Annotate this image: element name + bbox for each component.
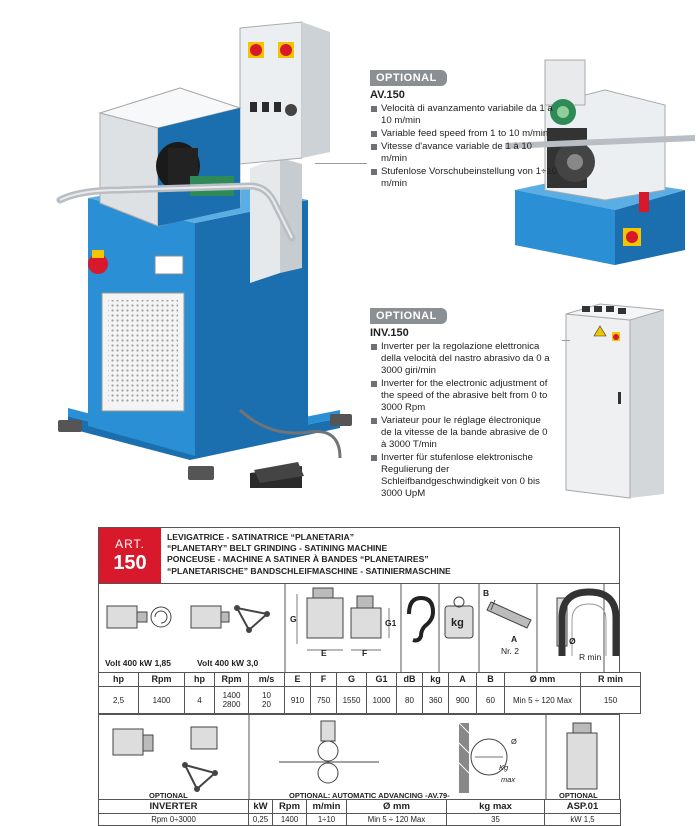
table-cell: 910 [285,687,311,714]
article-badge [99,528,161,583]
table-cell: 4 [185,687,215,714]
motor2-rating: Volt 400 kW 3,0 [197,658,259,668]
optional-icons [99,715,619,800]
column-header: G [337,673,367,687]
table-cell: Rpm 0÷3000 [99,814,249,826]
diameter-label: Ø [569,636,576,646]
table-cell: 1400 2800 [215,687,249,714]
optional-illustration-row [98,714,620,799]
belt-count: Nr. 2 [501,646,519,656]
table-cell: 80 [397,687,423,714]
column-header: kg [423,673,449,687]
column-header: Rpm [215,673,249,687]
list-item: Vitesse d'avance variable de 1 à 10 m/min [370,141,560,165]
table-cell: 1÷10 [307,814,347,826]
inverter-cabinet-illustration [560,300,670,500]
radius-label: R min [579,652,602,662]
article-number: 150 [113,551,147,574]
column-header: Ø mm [505,673,581,687]
optional-caption-advancing: OPTIONAL: AUTOMATIC ADVANCING -AV.79- [289,791,450,800]
optional-tag: OPTIONAL [370,308,447,324]
spec-values-table [98,672,641,714]
dimension-icon [297,588,389,650]
article-label: ART. [115,536,145,551]
column-header: hp [185,673,215,687]
column-header: Rpm [273,800,307,814]
list-item: Velocità di avanzamento variabile da 1 a 10 m/min [370,103,560,127]
title-it: LEVIGATRICE - SATINATRICE “PLANETARIA” [167,532,354,542]
advancing-dia-label: Ø [511,737,517,746]
inv150-leader-line [562,340,570,341]
table-cell: Min 5 ÷ 120 Max [505,687,581,714]
option-code: INV.150 [370,327,409,339]
column-header: G1 [367,673,397,687]
dim-label-g1: G1 [385,618,397,628]
list-item: Inverter per la regolazione elettronica della velocità del nastro abrasivo da 0 a 3000 giri/min [370,341,550,377]
optional-av150-block [370,68,560,191]
column-header: ASP.01 [545,800,621,814]
title-fr: PONCEUSE - MACHINE A SATINER À BANDES “PLANETAIRES” [167,554,429,565]
column-header: Ø mm [347,800,447,814]
column-header: A [449,673,477,687]
advancing-max-label: max [501,775,516,784]
list-item: Inverter for the electronic adjustment of the speed of the abrasive belt from 0 to 3000 Rpm [370,378,550,414]
table-cell: 750 [311,687,337,714]
column-header: hp [99,673,139,687]
title-de: “PLANETARISCHE” BANDSCHLEIFMASCHINE - SATINIERMASCHINE [167,565,451,576]
column-header: Rpm [139,673,185,687]
option-code: AV.150 [370,89,405,101]
list-item: Variateur pour le réglage électronique de la vitesse de la bande abrasive de 0 à 3000 T/min [370,415,550,451]
dim-label-e: E [321,648,327,658]
table-cell: 2,5 [99,687,139,714]
list-item: Inverter für stufenlose elektronische Regulierung der Schleifbandgeschwindigkeit von 0 bis 3000 UpM [370,452,550,500]
option-description-list [370,341,550,500]
motor-belt-icon [191,605,270,633]
optional-caption-aspirator: OPTIONAL [559,791,598,800]
table-cell: 1550 [337,687,367,714]
column-header: dB [397,673,423,687]
belt-label-a: A [511,634,518,644]
table-cell: 360 [423,687,449,714]
optional-caption-inverter: OPTIONAL [149,791,188,800]
table-cell: 0,25 [249,814,273,826]
belt-label-b: B [483,588,490,598]
spec-icons [99,584,619,672]
optional-values-table [98,799,621,826]
title-en: “PLANETARY” BELT GRINDING - SATINING MACHINE [167,543,388,554]
table-cell: 35 [447,814,545,826]
table-header-row [99,800,621,814]
table-cell: kW 1,5 [545,814,621,826]
column-header: kg max [447,800,545,814]
dim-label-g: G [290,614,297,624]
list-item: Stufenlose Vorschubeinstellung von 1÷10 m/min [370,166,560,190]
table-row [99,814,621,826]
option-description-list [370,103,560,190]
table-cell: 150 [581,687,641,714]
machine-titles [161,528,457,583]
column-header: E [285,673,311,687]
column-header: m/s [249,673,285,687]
table-cell: 1400 [139,687,185,714]
table-cell: 10 20 [249,687,285,714]
table-row [99,687,641,714]
main-machine-illustration [40,18,380,488]
table-cell: 1000 [367,687,397,714]
spec-icon-row [98,584,620,672]
column-header: kW [249,800,273,814]
optional-tag: OPTIONAL [370,70,447,86]
table-cell: 60 [477,687,505,714]
column-header: INVERTER [99,800,249,814]
column-header: m/min [307,800,347,814]
advancing-kg-label: Kg [499,763,509,772]
motor-icon [107,606,171,628]
optional-inv150-block [370,306,550,501]
spec-sheet [98,527,623,824]
table-cell: 1400 [273,814,307,826]
motor1-rating: Volt 400 kW 1,85 [105,658,171,668]
av150-leader-line [315,163,367,164]
column-header: F [311,673,337,687]
dim-label-f: F [362,648,368,658]
weight-label: kg [451,617,464,629]
spec-header [98,527,620,584]
table-cell: 900 [449,687,477,714]
column-header: B [477,673,505,687]
table-header-row [99,673,641,687]
table-cell: Min 5 ÷ 120 Max [347,814,447,826]
list-item: Variable feed speed from 1 to 10 m/min [370,128,560,140]
column-header: R min [581,673,641,687]
